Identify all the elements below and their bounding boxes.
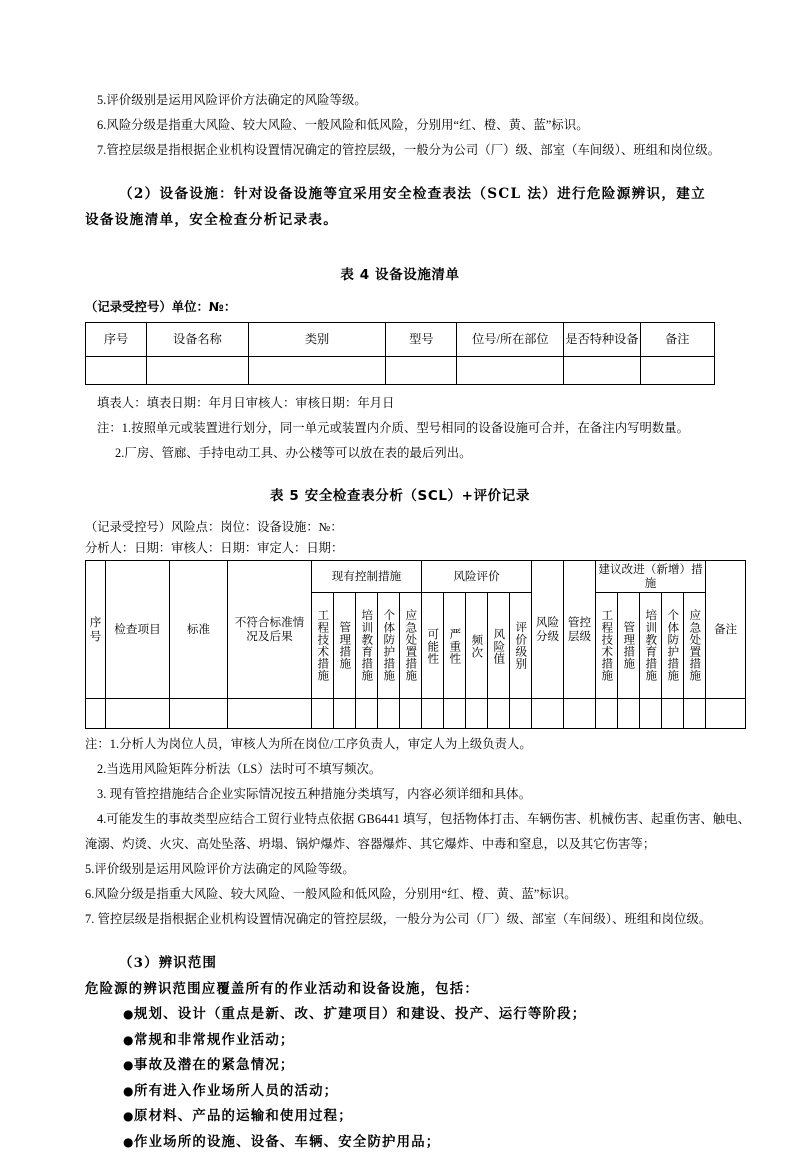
section3-heading: （3）辨识范围 [119, 955, 218, 972]
table5-cell[interactable] [532, 699, 564, 729]
table5-th-im-emergency: 应急处置措施 [684, 593, 706, 699]
table5-th-ec-emergency: 应急处置措施 [400, 593, 422, 699]
table5-cell[interactable] [444, 699, 466, 729]
list-item [123, 1079, 715, 1105]
table5-note: 4.可能发生的事故类型应结合工贸行业特点依据 GB6441 填写，包括物体打击、车辆伤害、机械伤害、起重伤害、触电、 [97, 812, 751, 827]
list-item [123, 1053, 715, 1079]
table5-cell[interactable] [596, 699, 618, 729]
table5-note: 3. 现有管控措施结合企业实际情况按五种措施分类填写，内容必须详细和具体。 [97, 787, 532, 802]
note-line: 6.风险分级是指重大风险、较大风险、一般风险和低风险，分别用“红、橙、黄、蓝”标识。 [97, 118, 589, 132]
table4-subline: （记录受控号）单位：№： [85, 299, 237, 314]
note-line: 5.评价级别是运用风险评价方法确定的风险等级。 [97, 93, 367, 107]
note-line: 7.管控层级是指根据企业机构设置情况确定的管控层级，一般分为公司（厂）级、部室（车间级）、班组和岗位级。 [97, 143, 721, 157]
table5-note: 6.风险分级是指重大风险、较大风险、一般风险和低风险，分别用“红、橙、黄、蓝”标识。 [85, 887, 577, 902]
table4-th-category: 类别 [248, 323, 385, 357]
table5-th-nonconformity: 不符合标准情况及后果 [228, 561, 312, 699]
spacer [85, 466, 715, 484]
table-row[interactable] [86, 357, 715, 385]
list-item-label: 所有进入作业场所人员的活动； [134, 1082, 339, 1099]
table-header-row [86, 323, 715, 357]
table4-cell[interactable] [457, 357, 564, 385]
table5-cell[interactable] [422, 699, 444, 729]
table5-th-control-tier: 管控层级 [564, 561, 596, 699]
table5-caption: 表 5 安全检查表分析（SCL）+评价记录 [270, 488, 530, 504]
table4-cell[interactable] [86, 357, 147, 385]
spacer [85, 932, 715, 950]
list-item-label: 事故及潜在的紧急情况； [134, 1057, 295, 1074]
table5-subline-2: 分析人：日期：审核人：日期：审定人：日期： [85, 541, 344, 555]
table5-cell[interactable] [106, 699, 170, 729]
table4-cell[interactable] [386, 357, 457, 385]
table5-cell[interactable] [662, 699, 684, 729]
table5-th-risk-level: 风险分级 [532, 561, 564, 699]
table5-group-improvement: 建议改进（新增）措施 [596, 561, 706, 593]
table4-th-seq: 序号 [86, 323, 147, 357]
table5-cell[interactable] [400, 699, 422, 729]
table4-cell[interactable] [248, 357, 385, 385]
table5-cell[interactable] [706, 699, 746, 729]
bullet-dot-icon: ● [123, 1007, 135, 1022]
table4-th-location: 位号/所在部位 [457, 323, 564, 357]
list-item [123, 1002, 715, 1028]
table5-cell[interactable] [510, 699, 532, 729]
spacer [85, 163, 715, 181]
table5-cell[interactable] [618, 699, 640, 729]
table5-group-existing-controls: 现有控制措施 [312, 561, 422, 593]
table5-cell[interactable] [640, 699, 662, 729]
equipment-facility-list-table [85, 322, 715, 385]
table5-note: 淹溺、灼烫、火灾、高处坠落、坍塌、锅炉爆炸、容器爆炸、其它爆炸、中毒和窒息，以及其它伤害等； [85, 837, 656, 852]
table5-th-im-engineering: 工程技术措施 [596, 593, 618, 699]
table5-th-re-grade: 评价级别 [510, 593, 532, 699]
table5-cell[interactable] [228, 699, 312, 729]
table5-cell[interactable] [170, 699, 228, 729]
bullet-dot-icon: ● [123, 1032, 135, 1047]
table5-cell[interactable] [564, 699, 596, 729]
table5-th-ec-training: 培训教育措施 [356, 593, 378, 699]
table4-note: 2.厂房、管廊、手持电动工具、办公楼等可以放在表的最后列出。 [115, 446, 472, 460]
bullet-dot-icon: ● [123, 1109, 135, 1124]
table4-note: 注：1.按照单元或装置进行划分，同一单元或装置内介质、型号相同的设备设施可合并，在备注内写明数量。 [97, 421, 690, 435]
list-item [123, 1104, 715, 1130]
table5-th-re-risk-value: 风险值 [488, 593, 510, 699]
table5-th-im-ppe: 个体防护措施 [662, 593, 684, 699]
table4-th-name: 设备名称 [147, 323, 249, 357]
table5-th-re-severity: 严重性 [444, 593, 466, 699]
table5-th-standard: 标准 [170, 561, 228, 699]
scl-analysis-evaluation-table [85, 560, 746, 729]
top-notes-block [85, 88, 721, 163]
table5-cell[interactable] [356, 699, 378, 729]
identification-scope-list [85, 1002, 715, 1155]
table5-note: 5.评价级别是运用风险评价方法确定的风险等级。 [85, 862, 355, 877]
table4-cell[interactable] [147, 357, 249, 385]
bullet-dot-icon: ● [123, 1058, 135, 1073]
table5-th-ec-engineering: 工程技术措施 [312, 593, 334, 699]
table5-th-im-management: 管理措施 [618, 593, 640, 699]
table5-cell[interactable] [466, 699, 488, 729]
section3-lead: 危险源的辨识范围应覆盖所有的作业活动和设备设施，包括： [85, 981, 479, 998]
table5-block [85, 484, 751, 932]
table5-th-item: 检查项目 [106, 561, 170, 699]
table5-th-re-frequency: 频次 [466, 593, 488, 699]
table5-th-re-likelihood: 可能性 [422, 593, 444, 699]
table5-th-remark: 备注 [706, 561, 746, 699]
list-item-label: 常规和非常规作业活动； [134, 1031, 295, 1048]
table4-cell[interactable] [640, 357, 714, 385]
table5-note: 2.当选用风险矩阵分析法（LS）法时可不填写频次。 [97, 762, 382, 777]
table4-th-model: 型号 [386, 323, 457, 357]
table5-note: 7. 管控层级是指根据企业机构设置情况确定的管控层级，一般分为公司（厂）级、部室（车间级）、班组和岗位级。 [85, 912, 712, 927]
table5-note: 注：1.分析人为岗位人员，审核人为所在岗位/工序负责人，审定人为上级负责人。 [85, 737, 532, 752]
list-item-label: 作业场所的设施、设备、车辆、安全防护用品； [134, 1133, 441, 1150]
table5-cell[interactable] [488, 699, 510, 729]
section-identification-scope [85, 950, 715, 1155]
table5-th-ec-management: 管理措施 [334, 593, 356, 699]
list-item-label: 原材料、产品的运输和使用过程； [134, 1108, 353, 1125]
list-item [123, 1130, 715, 1155]
bullet-dot-icon: ● [123, 1134, 135, 1149]
table4-cell[interactable] [564, 357, 640, 385]
table5-cell[interactable] [312, 699, 334, 729]
table5-cell[interactable] [684, 699, 706, 729]
bullet-dot-icon: ● [123, 1083, 135, 1098]
table4-caption: 表 4 设备设施清单 [340, 267, 460, 283]
section2-line2: 设备设施清单，安全检查分析记录表。 [85, 212, 339, 228]
table5-th-ec-ppe: 个体防护措施 [378, 593, 400, 699]
table5-cell[interactable] [378, 699, 400, 729]
table5-group-risk-evaluation: 风险评价 [422, 561, 532, 593]
table4-footer: 填表人：填表日期：年月日审核人：审核日期：年月日 [97, 396, 395, 410]
table5-subline-1: （记录受控号）风险点：岗位：设备设施：№： [85, 520, 343, 534]
list-item [123, 1028, 715, 1054]
table5-cell[interactable] [86, 699, 106, 729]
spacer [85, 233, 715, 263]
table5-th-im-training: 培训教育措施 [640, 593, 662, 699]
table-row[interactable] [86, 699, 746, 729]
section2-line1: （2）设备设施：针对设备设施等宜采用安全检查表法（SCL 法）进行危险源辨识，建立 [119, 186, 707, 202]
section-equipment-facilities [85, 181, 715, 233]
table5-group-header-row [86, 561, 746, 593]
table4-th-remark: 备注 [640, 323, 714, 357]
table4-th-special: 是否特种设备 [564, 323, 640, 357]
table4-block [85, 263, 715, 466]
table5-cell[interactable] [334, 699, 356, 729]
table5-th-seq: 序号 [86, 561, 106, 699]
list-item-label: 规划、设计（重点是新、改、扩建项目）和建设、投产、运行等阶段； [134, 1006, 587, 1023]
